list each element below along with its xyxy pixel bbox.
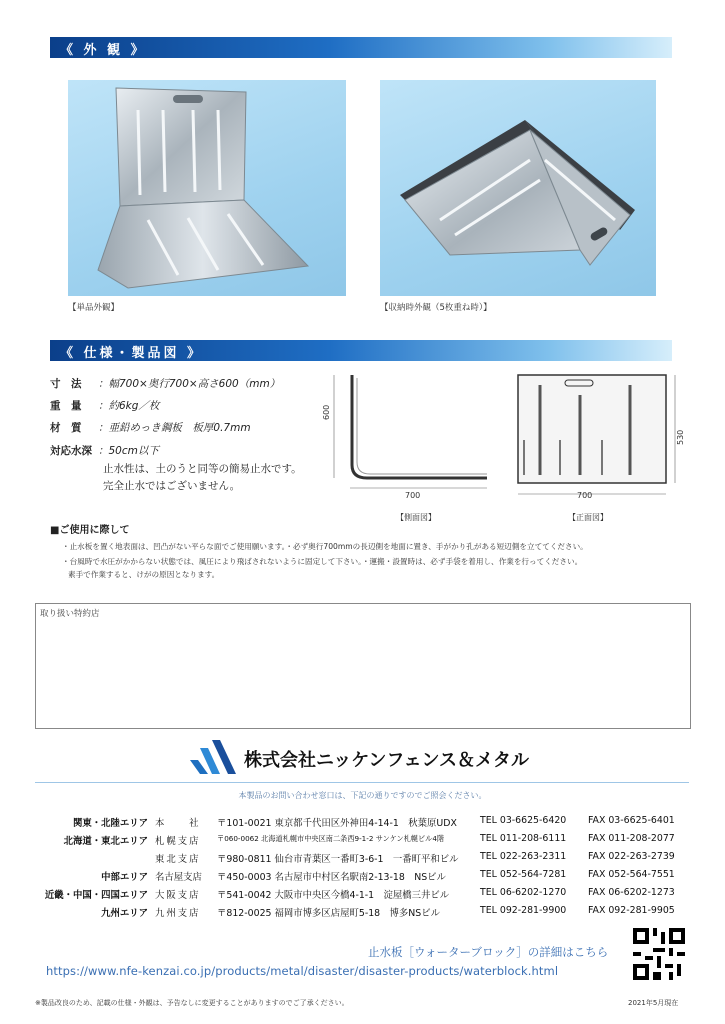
company-logo-icon <box>190 740 236 774</box>
dealer-label: 取り扱い特約店 <box>40 609 100 619</box>
side-width-label: 700 <box>405 491 421 500</box>
usage-note-3: 素手で作業すると、けがの原因となります。 <box>68 570 220 579</box>
office-address: 〒541-0042 大阪市中央区今橋4-1-1 淀屋橋三井ビル <box>217 890 450 901</box>
company-name: 株式会社ニッケンフェンス＆メタル <box>244 750 529 771</box>
detail-link-text[interactable]: 止水板［ウォーターブロック］の詳細はこちら <box>368 945 609 959</box>
office-branch: 名古屋支店 <box>155 872 202 883</box>
office-area: 関東・北陸エリア <box>72 818 148 829</box>
spec-section-title: 《 仕様・製品図 》 <box>60 346 204 361</box>
office-area: 近畿・中国・四国エリア <box>44 890 148 901</box>
office-address: 〒101-0021 東京都千代田区外神田4-14-1 秋葉原UDX <box>217 818 457 829</box>
office-tel: TEL 03-6625-6420 <box>480 815 567 826</box>
single-unit-caption: 【単品外観】 <box>68 303 120 313</box>
spec-extra-line-2: 完全止水ではございません。 <box>103 480 241 492</box>
single-unit-illustration <box>68 80 346 296</box>
divider <box>35 782 689 783</box>
office-fax: FAX 022-263-2739 <box>588 851 675 862</box>
contact-note: 本製品のお問い合わせ窓口は、下記の通りですのでご照会ください。 <box>238 791 487 800</box>
office-address: 〒450-0003 名古屋市中村区名駅南2-13-18 NSビル <box>217 872 446 883</box>
office-tel: TEL 052-564-7281 <box>480 869 567 880</box>
office-fax: FAX 03-6625-6401 <box>588 815 675 826</box>
spec-material-label: 材 質 <box>50 422 82 434</box>
front-height-label: 530 <box>676 429 685 445</box>
spec-material-value: ：亜鉛めっき鋼板 板厚0.7mm <box>98 422 251 434</box>
front-view-caption: 【正面図】 <box>568 513 608 522</box>
office-branch: 九州支店 <box>155 908 201 919</box>
office-branch: 大阪支店 <box>155 890 201 901</box>
usage-note-1: ・止水板を置く地表面は、凹凸がない平らな面でご使用願います。・必ず奥行700mmの長辺側を地面に置き、手がかり孔がある短辺側を立ててください。 <box>62 542 588 551</box>
office-area: 九州エリア <box>101 908 148 919</box>
footer-date: 2021年5月現在 <box>628 999 679 1007</box>
spec-dimensions-value: ：幅700×奥行700×高さ600（mm） <box>98 378 281 390</box>
spec-water-depth-value: ：50cm以下 <box>98 445 159 457</box>
office-branch: 本 社 <box>155 818 201 829</box>
usage-title: ■ご使用に際して <box>50 525 130 536</box>
side-height-label: 600 <box>322 404 331 420</box>
spec-weight-value: ：約6kg／枚 <box>98 400 160 412</box>
office-tel: TEL 022-263-2311 <box>480 851 567 862</box>
footer-disclaimer: ※製品改良のため、記載の仕様・外観は、予告なしに変更することがありますのでご了承ください。 <box>35 999 349 1007</box>
dealer-box <box>35 603 691 729</box>
office-fax: FAX 092-281-9905 <box>588 905 675 916</box>
office-fax: FAX 06-6202-1273 <box>588 887 675 898</box>
spec-material <box>50 420 251 435</box>
spec-dimensions <box>50 376 280 391</box>
office-tel: TEL 092-281-9900 <box>480 905 567 916</box>
front-width-label: 700 <box>577 491 593 500</box>
stacked-units-caption: 【収納時外観（5枚重ね時）】 <box>380 303 492 313</box>
spec-weight <box>50 398 159 413</box>
spec-water-depth <box>50 443 159 458</box>
spec-dimensions-label: 寸 法 <box>50 378 82 390</box>
stacked-units-photo <box>380 80 656 296</box>
side-view-caption: 【側面図】 <box>396 513 436 522</box>
office-area: 北海道・東北エリア <box>63 836 148 847</box>
stacked-units-illustration <box>380 80 656 296</box>
usage-note-2: ・台風時で水圧がかからない状態では、風圧により飛ばされないように固定して下さい。・運搬・設置時は、必ず手袋を着用し、作業を行ってください。 <box>62 557 583 566</box>
office-fax: FAX 052-564-7551 <box>588 869 675 880</box>
detail-link-url[interactable]: https://www.nfe-kenzai.co.jp/products/metal/disaster/disaster-products/waterblock.html <box>46 964 559 978</box>
spec-weight-label: 重 量 <box>50 400 82 412</box>
appearance-section-title: 《 外 観 》 <box>60 43 147 58</box>
office-fax: FAX 011-208-2077 <box>588 833 675 844</box>
office-tel: TEL 06-6202-1270 <box>480 887 567 898</box>
office-tel: TEL 011-208-6111 <box>480 833 567 844</box>
spec-water-depth-label: 対応水深 <box>50 445 92 457</box>
front-view-drawing <box>510 370 685 505</box>
single-unit-photo <box>68 80 346 296</box>
spec-section-bar <box>50 340 672 361</box>
appearance-section-bar <box>50 37 672 58</box>
office-branch: 東北支店 <box>155 854 201 865</box>
office-address: 〒812-0025 福岡市博多区店屋町5-18 博多NSビル <box>217 908 440 919</box>
office-address: 〒980-0811 仙台市青葉区一番町3-6-1 一番町平和ビル <box>217 854 459 865</box>
spec-extra-line-1: 止水性は、土のうと同等の簡易止水です。 <box>103 463 302 475</box>
office-address: 〒060-0062 北海道札幌市中央区南二条西9-1-2 サンケン札幌ビル4階 <box>217 834 445 843</box>
office-branch: 札幌支店 <box>155 836 201 847</box>
office-area: 中部エリア <box>101 872 148 883</box>
qr-code-icon[interactable] <box>633 928 685 980</box>
